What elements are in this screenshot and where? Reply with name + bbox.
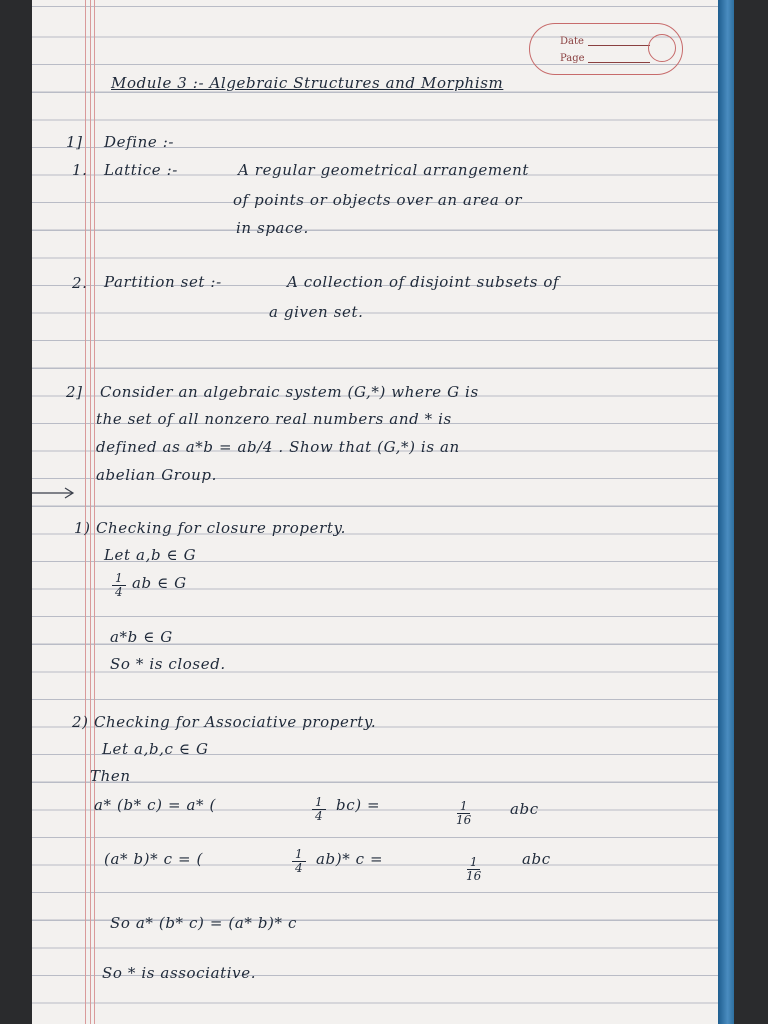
eq2-result-fraction: $\frac{1}{16}$ bbox=[466, 855, 482, 883]
closure-line3: a*b ∈ G bbox=[110, 628, 173, 646]
page-label: Page bbox=[560, 53, 585, 64]
lattice-def-line2: of points or objects over an area or bbox=[233, 191, 523, 209]
item1-number: 1. bbox=[72, 161, 88, 179]
eq1-end: abc bbox=[510, 800, 539, 818]
margin-line bbox=[90, 0, 91, 1024]
closure-let: Let a,b ∈ G bbox=[104, 546, 197, 564]
eq1-mid: bc) = bbox=[336, 796, 381, 814]
assoc-heading: 2) Checking for Associative property. bbox=[72, 713, 377, 731]
date-page-stamp bbox=[529, 23, 683, 75]
eq2-fraction: $\frac{1}{4}$ bbox=[292, 848, 306, 875]
q2-line1: Consider an algebraic system (G,*) where G is bbox=[100, 383, 479, 401]
closure-expr: ab ∈ G bbox=[132, 574, 187, 592]
closure-line4: So * is closed. bbox=[110, 655, 226, 673]
eq2-mid: ab)* c = bbox=[316, 850, 384, 868]
arrow-icon bbox=[32, 486, 76, 500]
partition-def-line1: A collection of disjoint subsets of bbox=[287, 273, 560, 291]
lattice-term: Lattice :- bbox=[104, 161, 178, 179]
eq1-fraction: $\frac{1}{4}$ bbox=[312, 796, 326, 823]
closure-fraction: $\frac{1}{4}$ bbox=[112, 572, 126, 599]
background-edge bbox=[718, 0, 734, 1024]
page-title: Module 3 :- Algebraic Structures and Morphism bbox=[111, 74, 504, 92]
q1-number: 1] bbox=[66, 133, 83, 151]
date-label: Date bbox=[560, 36, 584, 47]
lattice-def-line3: in space. bbox=[236, 219, 309, 237]
assoc-then: Then bbox=[90, 767, 131, 785]
eq1-result-fraction: $\frac{1}{16}$ bbox=[456, 799, 472, 827]
notebook-page bbox=[32, 0, 718, 1024]
eq1-left: a* (b* c) = a* ( bbox=[94, 796, 216, 814]
item2-number: 2. bbox=[72, 274, 88, 292]
assoc-let: Let a,b,c ∈ G bbox=[102, 740, 209, 758]
q2-line3: defined as a*b = ab/4 . Show that (G,*) is an bbox=[96, 438, 460, 456]
margin-line bbox=[94, 0, 95, 1024]
q1-heading: Define :- bbox=[104, 133, 175, 151]
q2-number: 2] bbox=[66, 383, 83, 401]
stamp-circle-icon bbox=[648, 34, 676, 62]
partition-term: Partition set :- bbox=[104, 273, 222, 291]
assoc-final-line: So * is associative. bbox=[102, 964, 257, 982]
eq2-end: abc bbox=[522, 850, 551, 868]
q2-line2: the set of all nonzero real numbers and * is bbox=[96, 410, 452, 428]
closure-heading: 1) Checking for closure property. bbox=[74, 519, 346, 537]
lattice-def-line1: A regular geometrical arrangement bbox=[238, 161, 530, 179]
partition-def-line2: a given set. bbox=[269, 303, 364, 321]
eq2-left: (a* b)* c = ( bbox=[104, 850, 203, 868]
margin-line bbox=[85, 0, 86, 1024]
q2-line4: abelian Group. bbox=[96, 466, 218, 484]
assoc-so-line: So a* (b* c) = (a* b)* c bbox=[110, 914, 297, 932]
